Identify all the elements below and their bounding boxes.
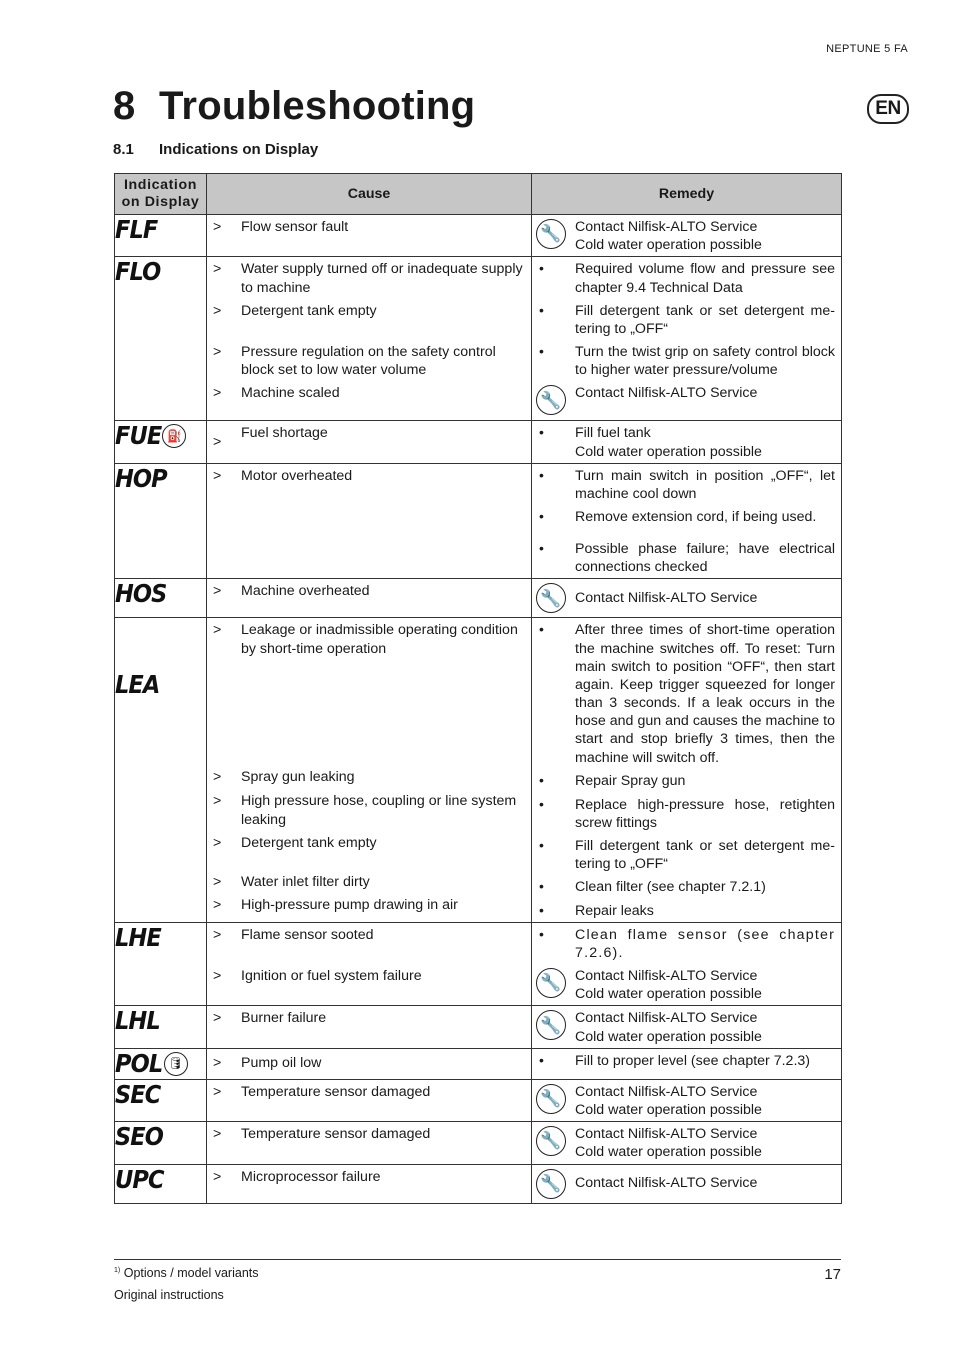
oil-can-icon: 🛢 [164, 1052, 188, 1076]
table-row [115, 922, 842, 1006]
cause-text: Machine scaled [241, 385, 340, 402]
display-code: HOP [115, 463, 167, 493]
cause-marker: > [213, 967, 222, 984]
bullet: • [539, 621, 544, 638]
bullet: • [539, 260, 544, 277]
cause-marker: > [213, 343, 222, 360]
remedy-text: Turn main switch in position „OFF“, let machine cool down [575, 467, 835, 502]
remedy-text: Repair Spray gun [575, 772, 686, 789]
cause-text: Leakage or inadmissible operating condition by short-time operation [241, 622, 518, 657]
wrench-icon: 🔧 [536, 1010, 566, 1040]
cause-marker: > [213, 583, 222, 600]
footnote [114, 1266, 259, 1280]
bullet: • [539, 878, 544, 895]
cause-text: Machine overheated [241, 583, 370, 600]
remedy-text: Fill to proper level (see chapter 7.2.3) [575, 1052, 810, 1069]
page-title [113, 84, 475, 129]
cause-text: Temperature sensor damaged [241, 1126, 431, 1143]
remedy-text: Contact Nilfisk-ALTO Service Cold water operation possible [575, 219, 762, 254]
cause-text: Ignition or fuel system failure [241, 967, 422, 984]
original-instructions: Original instructions [114, 1288, 224, 1302]
cause-marker: > [213, 1083, 222, 1100]
table-row [115, 215, 842, 257]
remedy-text: Contact Nilfisk-ALTO Service Cold water operation possible [575, 1083, 762, 1118]
table-row [115, 1079, 842, 1121]
cause-cell [207, 257, 532, 421]
cause-cell [207, 618, 532, 922]
cause-marker: > [213, 1126, 222, 1143]
display-code: FUE [115, 421, 162, 451]
cause-marker: > [213, 467, 222, 484]
remedy-text: Fill detergent tank or set detergent me-tering to „OFF“ [575, 302, 835, 337]
cause-marker: > [213, 834, 222, 851]
cause-marker: > [213, 1168, 222, 1185]
bullet: • [539, 424, 544, 441]
remedy-text: Possible phase failure; have electrical connections checked [575, 541, 835, 576]
cause-text: Fuel shortage [241, 425, 328, 442]
display-code: FLF [115, 215, 158, 244]
bullet: • [539, 540, 544, 557]
display-code: LEA [115, 670, 160, 700]
display-code: UPC [115, 1164, 164, 1194]
header-remedy: Remedy [532, 174, 842, 215]
remedy-cell [532, 463, 842, 579]
indication-cell [115, 215, 207, 257]
wrench-icon: 🔧 [536, 1126, 566, 1156]
remedy-cell [532, 1048, 842, 1079]
cause-text: Pressure regulation on the safety control block set to low water volume [241, 343, 496, 378]
remedy-text: Clean filter (see chapter 7.2.1) [575, 879, 766, 896]
indication-cell [115, 1006, 207, 1048]
table-row [115, 618, 842, 922]
cause-marker: > [213, 302, 222, 319]
wrench-icon: 🔧 [536, 219, 566, 249]
wrench-icon: 🔧 [536, 583, 566, 613]
cause-marker: > [213, 769, 222, 786]
remedy-cell [532, 215, 842, 257]
cause-marker: > [213, 896, 222, 913]
cause-text: Water inlet filter dirty [241, 873, 370, 890]
remedy-cell [532, 618, 842, 922]
remedy-cell [532, 257, 842, 421]
language-badge: EN [867, 94, 909, 124]
footnote-mark: 1) [114, 1267, 121, 1274]
cause-cell [207, 421, 532, 463]
remedy-text: Required volume flow and pressure see chapter 9.4 Technical Data [575, 261, 835, 296]
cause-marker: > [213, 793, 222, 810]
bullet: • [539, 771, 544, 788]
cause-marker: > [213, 261, 222, 278]
bullet: • [539, 301, 544, 318]
cause-text: Burner failure [241, 1010, 327, 1027]
remedy-text: Fill fuel tank Cold water operation possible [575, 425, 762, 460]
cause-marker: > [213, 219, 222, 235]
bullet: • [539, 925, 544, 942]
chapter-title: Troubleshooting [159, 84, 476, 128]
wrench-icon: 🔧 [536, 1084, 566, 1114]
cause-marker: > [213, 926, 222, 943]
bullet: • [539, 508, 544, 525]
display-code: FLO [115, 257, 161, 287]
table-row [115, 1122, 842, 1164]
bullet: • [539, 343, 544, 360]
remedy-text: Contact Nilfisk-ALTO Service Cold water operation possible [575, 1126, 762, 1161]
indication-cell [115, 421, 207, 463]
indication-cell [115, 1048, 207, 1079]
remedy-cell [532, 421, 842, 463]
cause-text: Pump oil low [241, 1054, 322, 1071]
cause-text: High-pressure pump drawing in air [241, 896, 458, 913]
bullet: • [539, 795, 544, 812]
cause-cell [207, 1006, 532, 1048]
cause-cell [207, 579, 532, 618]
remedy-text: Replace high-pressure hose, retighten screw fittings [575, 796, 835, 831]
remedy-text: After three times of short-time operation the machine switches off. To reset: Turn main switch to position “OFF“, then start again. Keep trigger squeezed for longer than 3 seconds. If a leak occurs in the hose and gun and causes the machine to start and stop briefly 3 times, then the machine will switch off. [575, 622, 835, 766]
table-row [115, 1006, 842, 1048]
cause-text: Detergent tank empty [241, 302, 377, 319]
remedy-text: Fill detergent tank or set detergent me-tering to „OFF“ [575, 838, 835, 873]
cause-text: Motor overheated [241, 467, 353, 484]
display-code: SEO [115, 1122, 164, 1152]
remedy-text: Contact Nilfisk-ALTO Service [575, 589, 758, 606]
section-title: Indications on Display [159, 141, 319, 158]
display-code: POL [115, 1048, 163, 1078]
display-code: LHL [115, 1006, 160, 1036]
indication-cell [115, 579, 207, 618]
cause-text: Flow sensor fault [241, 219, 349, 235]
remedy-cell [532, 1079, 842, 1121]
cause-marker: > [213, 434, 222, 451]
remedy-cell [532, 1006, 842, 1048]
remedy-cell [532, 1164, 842, 1203]
cause-cell [207, 1048, 532, 1079]
cause-cell [207, 1122, 532, 1164]
cause-text: High pressure hose, coupling or line system leaking [241, 793, 517, 828]
indication-cell [115, 1079, 207, 1121]
remedy-text: Repair leaks [575, 902, 654, 919]
cause-cell [207, 463, 532, 579]
indication-cell [115, 618, 207, 922]
cause-text: Temperature sensor damaged [241, 1083, 431, 1100]
remedy-text: Contact Nilfisk-ALTO Service Cold water operation possible [575, 968, 762, 1003]
cause-marker: > [213, 1054, 222, 1071]
cause-text: Detergent tank empty [241, 834, 377, 851]
remedy-cell [532, 579, 842, 618]
remedy-text: Turn the twist grip on safety control block to higher water pressure/volume [575, 344, 835, 379]
cause-marker: > [213, 385, 222, 402]
cause-text: Flame sensor sooted [241, 926, 374, 943]
cause-text: Microprocessor failure [241, 1168, 381, 1185]
cause-cell [207, 1079, 532, 1121]
troubleshooting-table [114, 173, 842, 1204]
indication-cell [115, 1122, 207, 1164]
wrench-icon: 🔧 [536, 385, 566, 415]
remedy-text: Clean flame sensor (see chapter 7.2.6). [575, 926, 835, 961]
table-row [115, 579, 842, 618]
indication-cell [115, 463, 207, 579]
indication-cell [115, 1164, 207, 1203]
cause-text: Water supply turned off or inadequate supply to machine [241, 261, 523, 296]
header-indication: Indication on Display [115, 174, 207, 215]
bullet: • [539, 837, 544, 854]
remedy-cell [532, 1122, 842, 1164]
bullet: • [539, 466, 544, 483]
model-name: NEPTUNE 5 FA [826, 43, 908, 55]
bullet: • [539, 1051, 544, 1068]
indication-cell [115, 257, 207, 421]
section-heading [113, 141, 318, 158]
cause-cell [207, 215, 532, 257]
display-code: LHE [115, 922, 161, 952]
table-row [115, 463, 842, 579]
page-number: 17 [824, 1266, 841, 1283]
table-row [115, 257, 842, 421]
footer-divider [114, 1259, 841, 1260]
footnote-text: Options / model variants [123, 1266, 259, 1280]
indication-cell [115, 922, 207, 1006]
table-row [115, 421, 842, 463]
table-header-row [115, 174, 842, 215]
table-row [115, 1164, 842, 1203]
wrench-icon: 🔧 [536, 968, 566, 998]
remedy-text: Contact Nilfisk-ALTO Service Cold water operation possible [575, 1010, 762, 1045]
fuel-pump-icon: ⛽ [162, 424, 186, 448]
display-code: SEC [115, 1079, 161, 1109]
cause-cell [207, 922, 532, 1006]
chapter-number: 8 [113, 84, 136, 128]
cause-text: Spray gun leaking [241, 769, 355, 786]
cause-marker: > [213, 873, 222, 890]
bullet: • [539, 901, 544, 918]
cause-marker: > [213, 1010, 222, 1027]
remedy-cell [532, 922, 842, 1006]
remedy-text: Contact Nilfisk-ALTO Service [575, 385, 758, 402]
section-number: 8.1 [113, 141, 134, 158]
display-code: HOS [115, 579, 167, 609]
remedy-text: Remove extension cord, if being used. [575, 509, 817, 526]
remedy-text: Contact Nilfisk-ALTO Service [575, 1174, 758, 1191]
cause-cell [207, 1164, 532, 1203]
cause-marker: > [213, 622, 222, 639]
header-cause: Cause [207, 174, 532, 215]
wrench-icon: 🔧 [536, 1169, 566, 1199]
table-row [115, 1048, 842, 1079]
